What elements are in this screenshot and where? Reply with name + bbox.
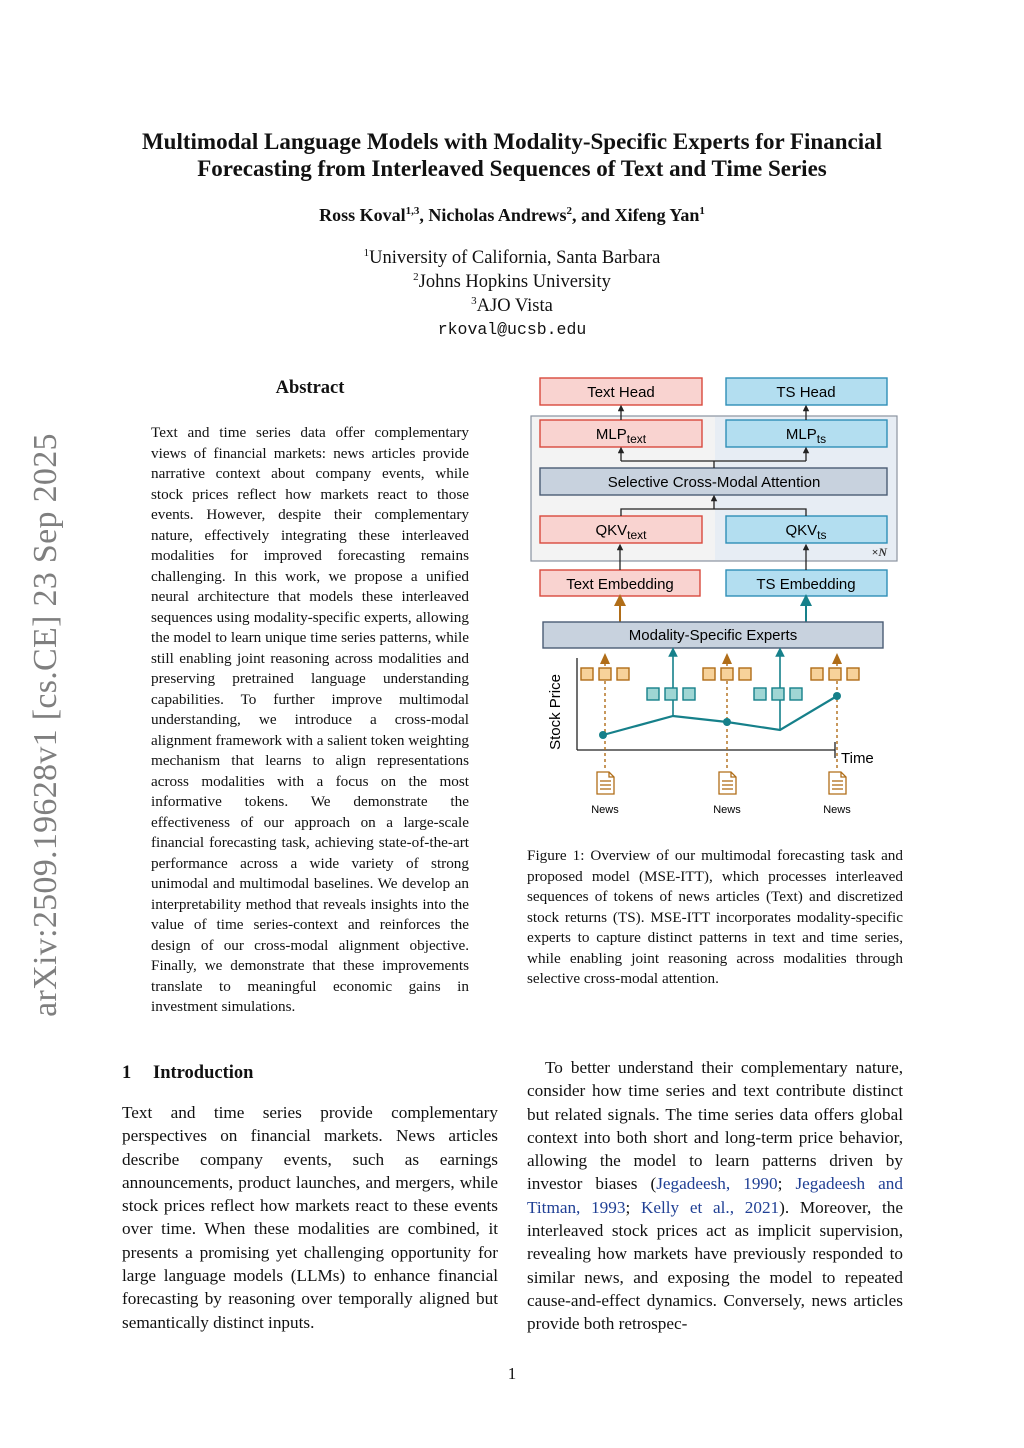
qkv-text-sub: text (627, 528, 647, 542)
text-tokens-1 (581, 668, 629, 680)
mlp-text-sub: text (626, 432, 647, 446)
experts-label: Modality-Specific Experts (628, 627, 798, 644)
author-list (100, 203, 924, 227)
section-number: 1 (122, 1063, 132, 1083)
affil-name: Johns Hopkins University (418, 272, 611, 292)
affiliation (100, 270, 924, 294)
author-name: Ross Koval (319, 205, 406, 225)
intro-text: ). Moreover, the interleaved stock prices act as implicit supervision, revealing how markets have previously responded to similar news, and exposing the model to repeated cause-and-effect dynamics. Conversely, news articles provide both retrospec- (527, 1197, 903, 1334)
qkv-ts-sub: ts (817, 528, 827, 542)
price-point (723, 718, 731, 726)
text-token-arrowhead (832, 653, 842, 664)
abstract-heading: Abstract (275, 378, 345, 398)
intro-text: To better understand their complementary nature, consider how time series and text contribute distinct but related signals. The time series data offers global context into both short and long-term price behavior, allowing the model to learn patterns driven by investor biases ( (527, 1058, 903, 1194)
title-line-2: Forecasting from Interleaved Sequences of Text and Time Series (197, 156, 827, 181)
citation-link[interactable]: Jegadeesh, 1990 (656, 1174, 778, 1194)
news-label: News (591, 804, 619, 816)
news-label: News (823, 804, 851, 816)
text-token-arrowhead (722, 653, 732, 664)
author-email: rkoval@ucsb.edu (437, 320, 587, 339)
text-embedding-label: Text Embedding (566, 576, 674, 593)
ts-tokens-1 (647, 688, 695, 700)
news-document-icon (719, 772, 736, 794)
qkv-text-base: QKV (595, 522, 628, 539)
affiliation (100, 246, 924, 270)
abstract-text: Text and time series data offer complementary views of financial markets: news articles provide narrative context about company events, while stock prices reflect how markets react to those events. However, despite their complementary nature, effectively integrating these interleaved modalities for improved forecasting remains challenging. In this work, we propose a unified neural architecture that models these interleaved sequences using modality-specific experts, allowing the model to learn unique time series patterns, while still enabling joint reasoning across modalities and preserving pretrained language understanding capabilities. To further improve multimodal understanding, we introduce a cross-modal alignment framework with a salient token weighting mechanism that learns to align representations across modalities with a focus on the most informative tokens. We demonstrate the effectiveness of our approach on a large-scale financial forecasting task, achieving state-of-the-art performance across a wide variety of strong unimodal and multimodal baselines. We develop an interpretability method that reveals insights into the value of time series-context and reinforces the design of our cross-modal alignment objective. Finally, we demonstrate that these improvements translate to meaningful economic gains in investment simulations. (151, 424, 470, 1015)
mlp-ts-sub: ts (816, 432, 827, 446)
ts-tokens-2 (754, 688, 802, 700)
x-axis-label: Time (841, 750, 874, 767)
title-line-1: Multimodal Language Models with Modality-Specific Experts for Financial (141, 129, 883, 154)
section-title: Introduction (153, 1063, 254, 1083)
price-point (833, 692, 841, 700)
price-point (599, 731, 607, 739)
affil-mark: 2 (413, 270, 419, 283)
news-label: News (713, 804, 741, 816)
stock-price-line (603, 696, 837, 735)
qkv-ts-base: QKV (785, 522, 818, 539)
author-separator: , (419, 205, 429, 225)
paper-title (100, 128, 924, 182)
news-document-icon (597, 772, 614, 794)
ts-embedding-label: TS Embedding (756, 576, 856, 593)
author-affil-mark: 2 (566, 205, 573, 217)
news-document-icon (829, 772, 846, 794)
section-heading (122, 1063, 253, 1084)
mlp-text-base: MLP (595, 426, 627, 443)
text-tokens-2 (703, 668, 751, 680)
author-name: Xifeng Yan (614, 205, 700, 225)
citation-separator: ; (625, 1197, 641, 1217)
citation-link[interactable]: Kelly et al., 2021 (640, 1197, 780, 1217)
mlp-ts-base: MLP (785, 426, 817, 443)
figure-1-diagram (527, 370, 907, 830)
citation-separator: ; (777, 1174, 796, 1194)
text-tokens-3 (811, 668, 859, 680)
author-separator: , and (572, 205, 615, 225)
text-token-arrowhead (600, 653, 610, 664)
affiliation (100, 294, 924, 318)
y-axis-label: Stock Price (547, 674, 564, 750)
author-affil-mark: 1,3 (405, 205, 420, 217)
affil-name: AJO Vista (476, 296, 553, 316)
affiliations (100, 246, 924, 342)
author-affil-mark: 1 (699, 205, 705, 217)
intro-paragraph-right (527, 1056, 903, 1336)
citation-link[interactable]: Jegadeesh and Titman, 1993 (527, 1174, 903, 1217)
arxiv-stamp: arXiv:2509.19628v1 [cs.CE] 23 Sep 2025 (27, 433, 64, 1017)
author-name: Nicholas Andrews (428, 205, 567, 225)
intro-paragraph-left: Text and time series provide complementary perspectives on financial markets. News articles describe company events, such as earnings announcements, product launches, and mergers, while stock prices reflect how markets react to these events over time. When these modalities are combined, it presents a promising yet challenging opportunity for large language models (LLMs) to enhance financial forecasting by reasoning over temporally aligned but semantically distinct inputs. (122, 1103, 498, 1332)
times-n-label: ×N (871, 545, 887, 559)
page-number: 1 (507, 1364, 517, 1383)
ts-head-label: TS Head (776, 384, 836, 401)
text-head-label: Text Head (587, 384, 655, 401)
figure-caption: Figure 1: Overview of our multimodal forecasting task and proposed model (MSE-ITT), which processes interleaved sequences of tokens of news articles (Text) and discretized stock returns (TS). MSE-ITT incorporates modality-specific experts to capture distinct patterns in text and time series, while enabling joint reasoning across modalities through selective cross-modal attention. (527, 847, 903, 987)
affil-mark: 3 (471, 294, 477, 307)
affil-mark: 1 (363, 246, 370, 259)
affil-name: University of California, Santa Barbara (369, 248, 661, 268)
attention-label: Selective Cross-Modal Attention (607, 474, 821, 491)
